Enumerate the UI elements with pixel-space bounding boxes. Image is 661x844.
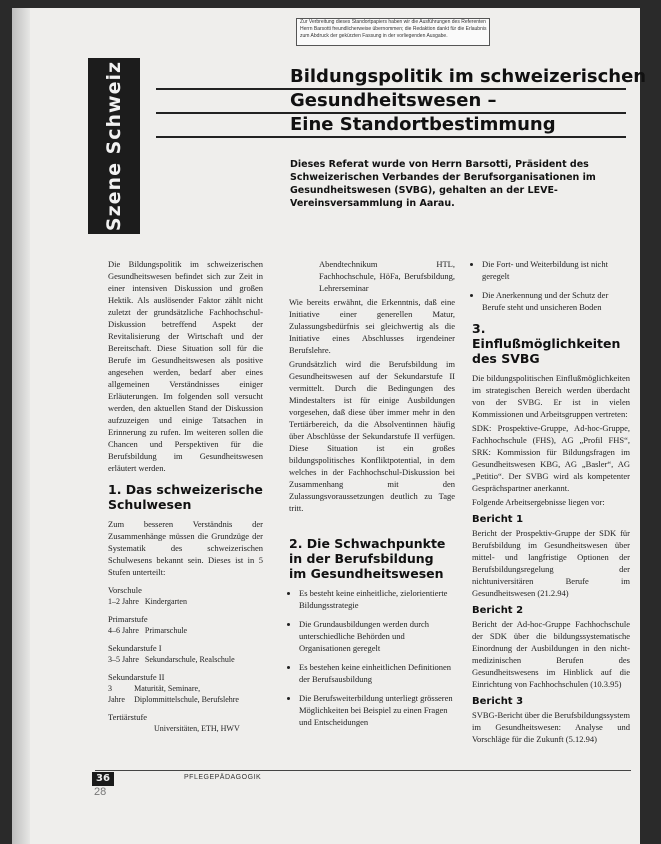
list-item: • Die Berufsweiterbildung unterliegt grösseren Möglichkeiten bei Beispiel zu einen Fragen und Entscheidungen <box>299 692 455 728</box>
school-type: Kindergarten <box>144 597 187 606</box>
report-text: Bericht der Prospektiv-Gruppe der SDK für Berufsbildung im Gesundheitswesen über mittel- und langfristige Optionen der Berufsbildungsregelung der nichtuniversitären Berufe im Gesundheitswesen (21.2.94) <box>472 528 630 598</box>
weakness-list-continued <box>472 258 630 313</box>
school-level <box>108 584 263 607</box>
paragraph: Die bildungspolitischen Einflußmöglichkeiten im strategischen Bereich werden überdacht von der SVBG. Er ist in vielen Kommissionen und Arbeitsgruppen vertreten: <box>472 373 630 419</box>
report-text: SVBG-Bericht über die Berufsbildungssystem im Gesundheitswesen: Analyse und Vorschläge für die Zukunft (5.12.94) <box>472 710 630 744</box>
page-number: 36 <box>92 772 114 786</box>
report-title: Bericht 2 <box>472 605 524 616</box>
handwritten-page-number: 28 <box>94 786 107 798</box>
list-item: • Die Anerkennung und der Schutz der Berufe steht und unsicheren Boden <box>482 289 630 313</box>
school-level <box>108 613 263 636</box>
paragraph: Folgende Arbeitsergebnisse liegen vor: <box>472 497 605 507</box>
list-item: • Es besteht keine einheitliche, zielorientierte Bildungsstrategie <box>299 587 455 611</box>
page-gutter-shadow <box>12 8 30 844</box>
school-level-name: Primarstufe <box>108 614 148 624</box>
school-type: Sekundarschule, Realschule <box>144 655 235 664</box>
school-level-name: Sekundarstufe I <box>108 643 162 653</box>
section-heading-3: 3. Einflußmöglichkeiten des SVBG <box>472 321 621 366</box>
school-type: Primarschule <box>144 626 188 635</box>
column-1 <box>108 258 263 734</box>
list-item: • Die Fort- und Weiterbildung ist nicht geregelt <box>482 258 630 282</box>
school-duration: 1–2 Jahre <box>108 597 139 606</box>
report-text: Bericht der Ad-hoc-Gruppe Fachhochschule der SDK über die bildungssystematische Einordnung der Ausbildungen in den nicht-medizinischen Berufen des Gesundheitswesens im Hinblick auf die Einrichtung von Fachhochschulen (10.3.95) <box>472 619 630 689</box>
section-1-text: Zum besseren Verständnis der Zusammenhänge müssen die Grundzüge der Systematik des schweizerischen Schulwesens bekannt sein. Dieses ist in 5 Stufen unterteilt: <box>108 519 263 577</box>
section-heading-2: 2. Die Schwachpunkte in der Berufsbildung im Gesundheitswesen <box>289 536 446 581</box>
side-tab-label: Szene Schweiz <box>103 60 125 232</box>
school-level <box>108 671 263 705</box>
intro-paragraph: Die Bildungspolitik im schweizerischen Gesundheitswesen befindet sich zur Zeit in einer intensiven Diskussion und großen Hektik. Als auslösender Faktor zählt nicht zuletzt der grundsätzliche Fachhochschul-Diskussion betreffend Aspekt der Revitalisierung der Wirtschaft und der Bereitschaft. Diese Situation soll für die Berufe im Gesundheitswesen als positive angesehen werden, bedarf aber eines allgemeinen Verständnisses einiger Erläuterungen. Im folgenden soll versucht werden, den aktuellen Stand der Diskussion aufzuzeigen und einige Tatsachen in Erinnerung zu rufen. Im weiteren sollen die Chancen und Perspektiven für die Berufsbildung im Gesundheitswesen erläutert werden. <box>108 259 263 473</box>
weakness-list <box>289 587 455 728</box>
list-item: • Die Grundausbildungen werden durch unterschiedliche Behörden und Organisationen geregelt <box>299 618 455 654</box>
school-level <box>108 711 263 734</box>
magazine-name: PFLEGEPÄDAGOGIK <box>184 774 262 781</box>
note-line: Herrn Barsotti freundlicherweise übernommen; die Redaktion dankt für die Erlaubnis <box>300 26 487 32</box>
headline-line-2: Gesundheitswesen – <box>290 90 497 111</box>
lead-paragraph: Dieses Referat wurde von Herrn Barsotti, Präsident des Schweizerischen Verbandes der Berufsorganisationen im Gesundheitswesen (SVBG), gehalten an der LEVE-Vereinsversammlung in Aarau. <box>290 159 596 209</box>
school-level <box>108 642 263 665</box>
school-type: Maturität, Seminare, Diplommittelschule, Berufslehre <box>134 684 239 704</box>
continued-text: Abendtechnikum HTL, Fachhochschule, HöFa, Berufsbildung, Lehrerseminar <box>319 259 455 293</box>
headline-line-3: Eine Standortbestimmung <box>290 114 556 135</box>
note-line: Zur Verbreitung dieses Standortpapiers haben wir die Ausführungen des Referenten <box>300 19 486 25</box>
paragraph: SDK: Prospektive-Gruppe, Ad-hoc-Gruppe, Fachhochschule (FHS), AG „Profil FHS“, SRK: Kommission für Bildungsfragen im Gesundheitswesen KBG, AG „Basler“, AG „Petitio“. Der SVBG wird als kompetenter Gesprächspartner anerkannt. <box>472 423 630 493</box>
report-title: Bericht 1 <box>472 514 524 525</box>
school-duration: 3 Jahre <box>108 684 125 704</box>
header-note-box <box>296 18 490 46</box>
school-duration <box>108 723 154 734</box>
column-2 <box>289 258 455 735</box>
school-level-name: Tertiärstufe <box>108 712 148 722</box>
footer-rule <box>95 770 631 771</box>
report-title: Bericht 3 <box>472 696 524 707</box>
paragraph: Grundsätzlich wird die Berufsbildung im Gesundheitswesen auf der Sekundarstufe II vermittelt. Durch die Bedingungen des Mindestalters ist für einige Ausbildungen vorgesehen, daß diese über immer mehr in den Tertiärbereich, da die Absolventinnen häufig über Abschlüsse der Sekundarstufe II verfügen. Diese Situation ist ein großes bildungspolitisches Konfliktpotential, in dem welches in der Fachhochschul-Diskussion bei Zusammenhang mit den Zulassungsvoraussetzungen deutlich zu Tage tritt. <box>289 359 455 513</box>
school-level-name: Vorschule <box>108 585 142 595</box>
school-duration: 3–5 Jahre <box>108 655 139 664</box>
headline-line-1: Bildungspolitik im schweizerischen <box>290 66 647 87</box>
section-side-tab <box>88 58 140 234</box>
headline-rule <box>156 136 626 138</box>
list-item: • Es bestehen keine einheitlichen Definitionen der Berufsausbildung <box>299 661 455 685</box>
school-duration: 4–6 Jahre <box>108 626 139 635</box>
school-level-name: Sekundarstufe II <box>108 672 165 682</box>
paragraph: Wie bereits erwähnt, die Erkenntnis, daß eine Initiative einer generellen Matur, Zulassungsbedürfnis sei gleichwertig als die Initiative eines Abschlusses irgendeiner Berufslehre. <box>289 297 455 355</box>
section-heading-1: 1. Das schweizerische Schulwesen <box>108 482 263 512</box>
column-3 <box>472 258 630 747</box>
note-line: zum Abdruck der gekürzten Fassung in der vorliegenden Ausgabe. <box>300 33 448 39</box>
school-type: Universitäten, ETH, HWV <box>154 724 240 733</box>
